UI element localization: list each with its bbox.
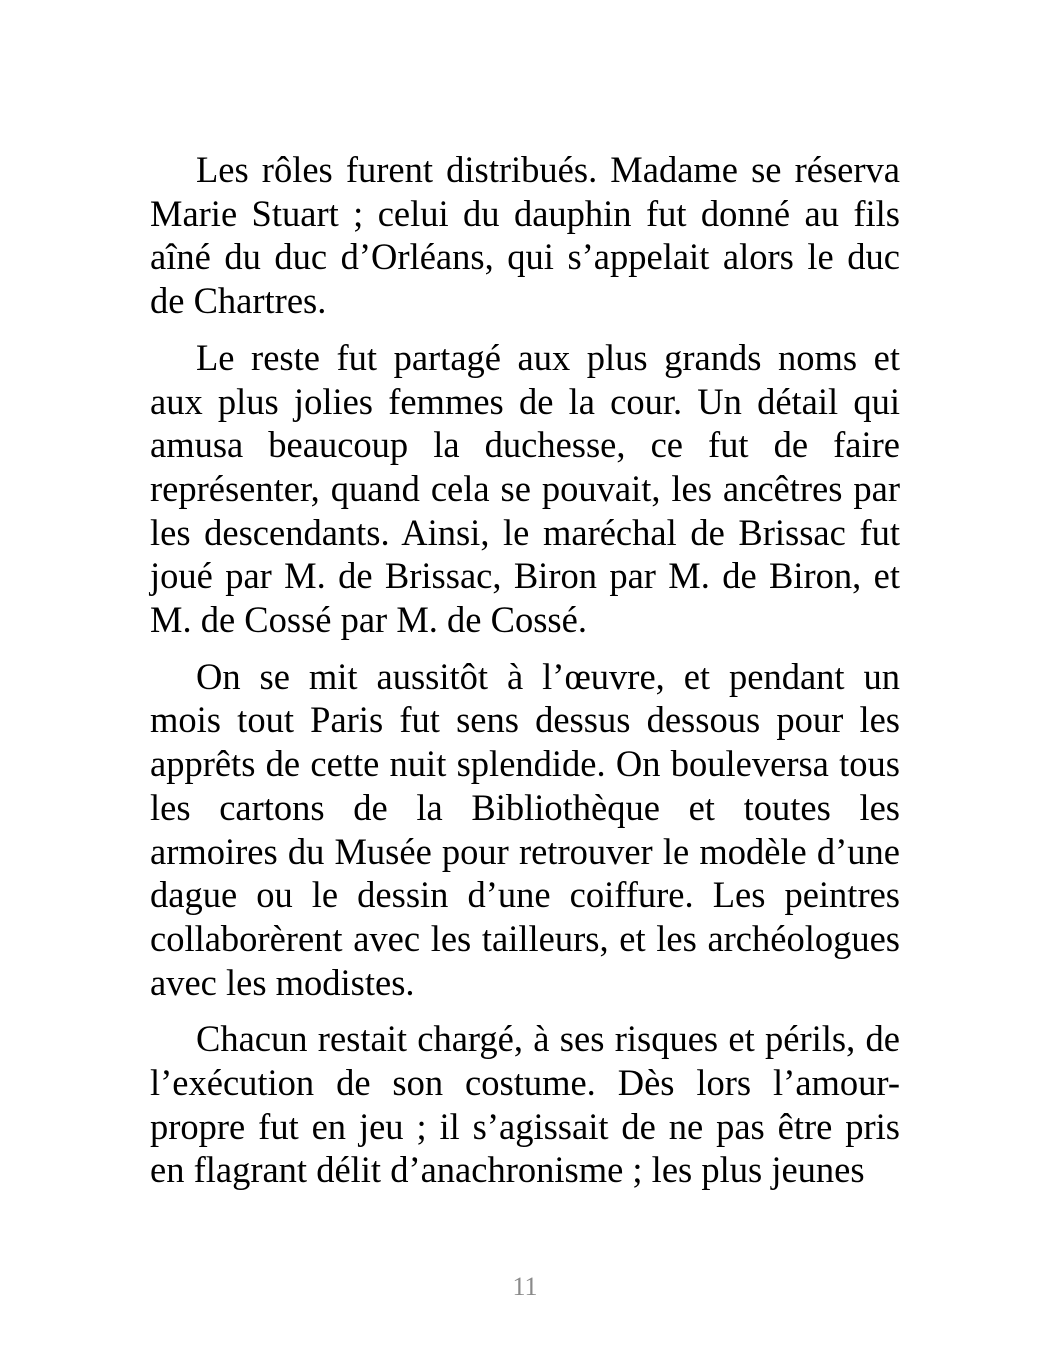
paragraph-chacun: Chacun restait chargé, à ses risques et périls, de l’exécution de son costume. Dès lors l’amour-propre fut en jeu ; il s’agissait de ne pas être pris en flagrant délit d’anachronisme ; les plus jeunes [150, 1018, 900, 1191]
page-body [150, 148, 900, 1205]
paragraph-oeuvre: On se mit aussitôt à l’œuvre, et pendant un mois tout Paris fut sens dessus dessous pour les apprêts de cette nuit splendide. On bouleversa tous les cartons de la Bibliothèque et toutes les armoires du Musée pour retrouver le modèle d’une dague ou le dessin d’une coiffure. Les peintres collaborèrent avec les tailleurs, et les archéologues avec les modistes. [150, 655, 900, 1003]
paragraph-reste: Le reste fut partagé aux plus grands noms et aux plus jolies femmes de la cour. Un détail qui amusa beaucoup la duchesse, ce fut de faire représenter, quand cela se pouvait, les ancêtres par les descendants. Ainsi, le maréchal de Brissac fut joué par M. de Brissac, Biron par M. de Biron, et M. de Cossé par M. de Cossé. [150, 336, 900, 641]
page-number: 11 [512, 1272, 538, 1301]
paragraph-roles: Les rôles furent distribués. Madame se réserva Marie Stuart ; celui du dauphin fut donné au fils aîné du duc d’Orléans, qui s’appelait alors le duc de Chartres. [150, 149, 900, 322]
